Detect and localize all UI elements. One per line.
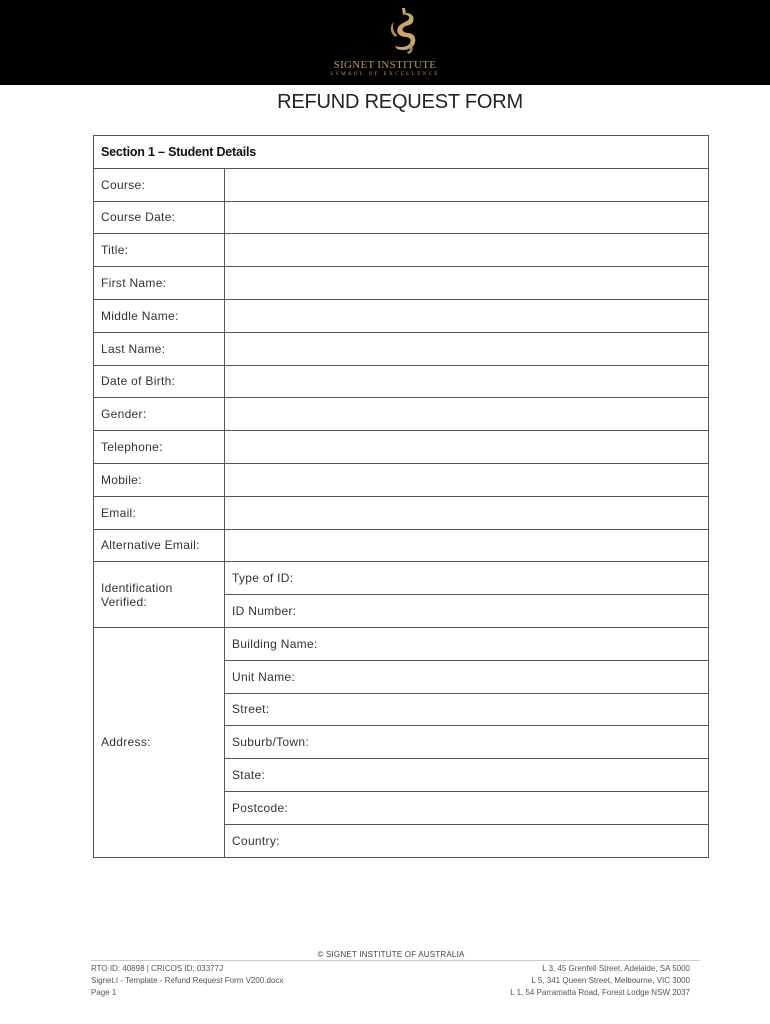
middle-name-label: Middle Name: [94, 299, 225, 332]
first-name-label: First Name: [94, 267, 225, 300]
footer-page-number: Page 1 [91, 988, 117, 997]
course-date-field[interactable] [225, 201, 709, 234]
student-details-table [93, 135, 709, 858]
table-row [94, 398, 709, 431]
state-field[interactable]: State: [225, 759, 709, 792]
date-of-birth-field[interactable] [225, 365, 709, 398]
footer-address-melbourne: L 5, 341 Queen Street, Melbourne, VIC 3000 [531, 976, 690, 985]
table-row [94, 431, 709, 464]
course-label: Course: [94, 168, 225, 201]
table-row [94, 332, 709, 365]
alternative-email-field[interactable] [225, 529, 709, 562]
table-row [94, 168, 709, 201]
unit-name-field[interactable]: Unit Name: [225, 660, 709, 693]
telephone-label: Telephone: [94, 431, 225, 464]
last-name-label: Last Name: [94, 332, 225, 365]
table-row [94, 562, 709, 595]
course-field[interactable] [225, 168, 709, 201]
alternative-email-label: Alternative Email: [94, 529, 225, 562]
middle-name-field[interactable] [225, 299, 709, 332]
mobile-label: Mobile: [94, 463, 225, 496]
table-row [94, 267, 709, 300]
table-row [94, 463, 709, 496]
table-row [94, 496, 709, 529]
email-label: Email: [94, 496, 225, 529]
address-label: Address: [94, 627, 225, 857]
building-name-field[interactable]: Building Name: [225, 627, 709, 660]
date-of-birth-label: Date of Birth: [94, 365, 225, 398]
email-field[interactable] [225, 496, 709, 529]
gender-field[interactable] [225, 398, 709, 431]
id-number-field[interactable]: ID Number: [225, 595, 709, 628]
page-header [0, 0, 770, 85]
footer-divider [91, 960, 700, 961]
mobile-field[interactable] [225, 463, 709, 496]
table-row [94, 365, 709, 398]
brand-name: SIGNET INSTITUTE [333, 59, 437, 71]
table-row [94, 201, 709, 234]
footer-left-block [91, 963, 283, 999]
brand-tagline: SYMBOL OF EXCELLENCE [330, 72, 440, 77]
footer-addresses [510, 963, 690, 999]
table-row [94, 529, 709, 562]
type-of-id-field[interactable]: Type of ID: [225, 562, 709, 595]
telephone-field[interactable] [225, 431, 709, 464]
form-title: REFUND REQUEST FORM [277, 91, 523, 113]
section-header-row [94, 136, 709, 169]
table-row [94, 234, 709, 267]
suburb-town-field[interactable]: Suburb/Town: [225, 726, 709, 759]
postcode-field[interactable]: Postcode: [225, 791, 709, 824]
identification-label: Identification Verified: [94, 562, 225, 628]
footer-document-name: Signet.I - Template - Refund Request Form V200.docx [91, 976, 284, 985]
footer-address-sydney: L 1, 54 Parramatta Road, Forest Lodge NSW 2037 [510, 988, 690, 997]
last-name-field[interactable] [225, 332, 709, 365]
table-row [94, 299, 709, 332]
signet-logo-icon [382, 6, 426, 56]
footer-copyright: © SIGNET INSTITUTE OF AUSTRALIA [317, 950, 465, 959]
gender-label: Gender: [94, 398, 225, 431]
section-title: Section 1 – Student Details [94, 136, 709, 169]
street-field[interactable]: Street: [225, 693, 709, 726]
course-date-label: Course Date: [94, 201, 225, 234]
title-label: Title: [94, 234, 225, 267]
table-row [94, 627, 709, 660]
footer-rto: RTO ID: 40898 | CRICOS ID: 03377J [91, 964, 224, 973]
first-name-field[interactable] [225, 267, 709, 300]
footer-address-adelaide: L 3, 45 Grenfell Street, Adelaide, SA 5000 [542, 964, 690, 973]
title-field[interactable] [225, 234, 709, 267]
country-field[interactable]: Country: [225, 824, 709, 857]
